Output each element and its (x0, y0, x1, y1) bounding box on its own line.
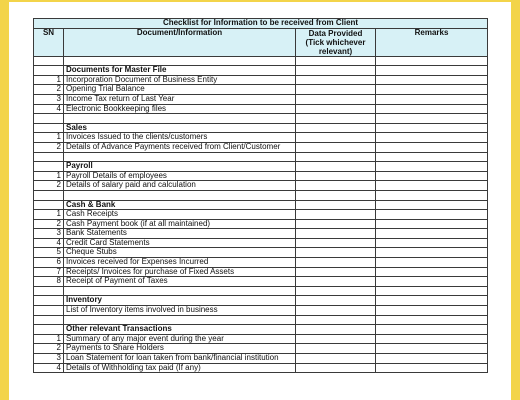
sn-cell: 2 (34, 181, 64, 191)
table-row (34, 277, 488, 287)
sn-cell: 5 (34, 248, 64, 258)
table-row (34, 258, 488, 268)
table-row (34, 181, 488, 191)
remarks-cell[interactable] (376, 267, 488, 277)
sn-cell: 2 (34, 85, 64, 95)
document-cell (64, 190, 296, 200)
sn-cell (34, 162, 64, 172)
document-cell (64, 152, 296, 162)
data-provided-cell[interactable] (296, 114, 376, 124)
blank-row (34, 315, 488, 325)
table-row (34, 210, 488, 220)
data-provided-cell[interactable] (296, 181, 376, 191)
section-heading: Documents for Master File (64, 66, 296, 76)
data-provided-cell[interactable] (296, 258, 376, 268)
sn-cell: 6 (34, 258, 64, 268)
document-cell: Payments to Share Holders (64, 344, 296, 354)
data-provided-cell[interactable] (296, 248, 376, 258)
remarks-cell[interactable] (376, 344, 488, 354)
table-row (34, 142, 488, 152)
document-cell: Details of Advance Payments received from Client/Customer (64, 142, 296, 152)
remarks-cell[interactable] (376, 75, 488, 85)
document-cell: Details of Withholding tax paid (If any) (64, 363, 296, 373)
table-row (34, 75, 488, 85)
data-provided-cell[interactable] (296, 267, 376, 277)
remarks-cell[interactable] (376, 133, 488, 143)
data-provided-cell[interactable] (296, 238, 376, 248)
blank-row (34, 114, 488, 124)
remarks-cell[interactable] (376, 181, 488, 191)
table-title: Checklist for Information to be received from Client (34, 19, 488, 29)
document-cell (64, 114, 296, 124)
section-heading: Sales (64, 123, 296, 133)
document-cell: List of Inventory items involved in business (64, 306, 296, 316)
data-provided-cell[interactable] (296, 85, 376, 95)
data-provided-cell[interactable] (296, 306, 376, 316)
sn-cell (34, 286, 64, 296)
section-heading: Other relevant Transactions (64, 325, 296, 335)
document-cell: Details of salary paid and calculation (64, 181, 296, 191)
document-cell: Incorporation Document of Business Entity (64, 75, 296, 85)
table-row (34, 267, 488, 277)
header-data-provided (296, 28, 376, 56)
section-row (34, 123, 488, 133)
remarks-cell[interactable] (376, 363, 488, 373)
remarks-cell[interactable] (376, 152, 488, 162)
header-data-provided-line-2: (Tick whichever (305, 37, 366, 47)
sn-cell: 2 (34, 219, 64, 229)
header-row (34, 28, 488, 56)
sn-cell: 3 (34, 94, 64, 104)
sn-cell: 2 (34, 344, 64, 354)
table-row (34, 354, 488, 364)
remarks-cell[interactable] (376, 85, 488, 95)
document-cell: Credit Card Statements (64, 238, 296, 248)
table-row (34, 363, 488, 373)
table-row (34, 344, 488, 354)
section-row (34, 162, 488, 172)
document-cell: Bank Statements (64, 229, 296, 239)
document-cell: Cash Receipts (64, 210, 296, 220)
data-provided-cell[interactable] (296, 56, 376, 66)
document-cell (64, 286, 296, 296)
document-cell: Electronic Bookkeeping files (64, 104, 296, 114)
data-provided-cell[interactable] (296, 190, 376, 200)
sn-cell: 4 (34, 363, 64, 373)
data-provided-cell[interactable] (296, 75, 376, 85)
data-provided-cell[interactable] (296, 296, 376, 306)
table-row (34, 229, 488, 239)
remarks-cell[interactable] (376, 219, 488, 229)
sn-cell (34, 152, 64, 162)
section-row (34, 296, 488, 306)
sn-cell: 3 (34, 354, 64, 364)
remarks-cell[interactable] (376, 142, 488, 152)
sn-cell: 7 (34, 267, 64, 277)
data-provided-cell[interactable] (296, 142, 376, 152)
table-row (34, 334, 488, 344)
data-provided-cell[interactable] (296, 363, 376, 373)
data-provided-cell[interactable] (296, 171, 376, 181)
section-row (34, 66, 488, 76)
table-row (34, 238, 488, 248)
section-heading: Inventory (64, 296, 296, 306)
data-provided-cell[interactable] (296, 162, 376, 172)
document-cell: Invoices received for Expenses Incurred (64, 258, 296, 268)
remarks-cell[interactable] (376, 354, 488, 364)
section-heading: Payroll (64, 162, 296, 172)
sn-cell (34, 325, 64, 335)
sn-cell: 3 (34, 229, 64, 239)
document-cell: Cheque Stubs (64, 248, 296, 258)
remarks-cell[interactable] (376, 258, 488, 268)
document-cell: Summary of any major event during the year (64, 334, 296, 344)
table-row (34, 171, 488, 181)
sn-cell: 4 (34, 104, 64, 114)
blank-row (34, 56, 488, 66)
data-provided-cell[interactable] (296, 334, 376, 344)
remarks-cell[interactable] (376, 200, 488, 210)
remarks-cell[interactable] (376, 248, 488, 258)
remarks-cell[interactable] (376, 114, 488, 124)
remarks-cell[interactable] (376, 286, 488, 296)
header-sn: SN (34, 28, 64, 56)
remarks-cell[interactable] (376, 66, 488, 76)
remarks-cell[interactable] (376, 56, 488, 66)
blank-row (34, 190, 488, 200)
data-provided-cell[interactable] (296, 277, 376, 287)
sn-cell (34, 123, 64, 133)
data-provided-cell[interactable] (296, 94, 376, 104)
table-row (34, 248, 488, 258)
data-provided-cell[interactable] (296, 133, 376, 143)
data-provided-cell[interactable] (296, 315, 376, 325)
sn-cell (34, 66, 64, 76)
remarks-cell[interactable] (376, 104, 488, 114)
header-remarks: Remarks (376, 28, 488, 56)
remarks-cell[interactable] (376, 171, 488, 181)
remarks-cell[interactable] (376, 315, 488, 325)
remarks-cell[interactable] (376, 190, 488, 200)
table-title-row (34, 19, 488, 29)
sn-cell (34, 114, 64, 124)
section-row (34, 325, 488, 335)
data-provided-cell[interactable] (296, 104, 376, 114)
sn-cell (34, 56, 64, 66)
sn-cell: 1 (34, 133, 64, 143)
sn-cell: 1 (34, 75, 64, 85)
remarks-cell[interactable] (376, 296, 488, 306)
remarks-cell[interactable] (376, 94, 488, 104)
blank-row (34, 152, 488, 162)
table-row (34, 85, 488, 95)
data-provided-cell[interactable] (296, 210, 376, 220)
sn-cell: 2 (34, 142, 64, 152)
remarks-cell[interactable] (376, 334, 488, 344)
checklist-table (33, 18, 488, 373)
table-row (34, 306, 488, 316)
data-provided-cell[interactable] (296, 325, 376, 335)
data-provided-cell[interactable] (296, 219, 376, 229)
section-heading: Cash & Bank (64, 200, 296, 210)
document-cell: Invoices Issued to the clients/customers (64, 133, 296, 143)
data-provided-cell[interactable] (296, 123, 376, 133)
sn-cell (34, 190, 64, 200)
sn-cell: 1 (34, 334, 64, 344)
document-cell: Income Tax return of Last Year (64, 94, 296, 104)
document-cell: Cash Payment book (if at all maintained) (64, 219, 296, 229)
data-provided-cell[interactable] (296, 66, 376, 76)
blank-row (34, 286, 488, 296)
sn-cell: 1 (34, 171, 64, 181)
data-provided-cell[interactable] (296, 286, 376, 296)
remarks-cell[interactable] (376, 229, 488, 239)
remarks-cell[interactable] (376, 277, 488, 287)
sn-cell (34, 296, 64, 306)
document-cell (64, 315, 296, 325)
document-cell (64, 56, 296, 66)
data-provided-cell[interactable] (296, 354, 376, 364)
document-cell: Payroll Details of employees (64, 171, 296, 181)
table-row (34, 104, 488, 114)
document-cell: Receipt of Payment of Taxes (64, 277, 296, 287)
sn-cell (34, 200, 64, 210)
sn-cell (34, 315, 64, 325)
remarks-cell[interactable] (376, 325, 488, 335)
remarks-cell[interactable] (376, 306, 488, 316)
document-cell: Opening Trial Balance (64, 85, 296, 95)
remarks-cell[interactable] (376, 238, 488, 248)
table-row (34, 94, 488, 104)
table-row (34, 219, 488, 229)
document-cell: Receipts/ Invoices for purchase of Fixed Assets (64, 267, 296, 277)
header-document: Document/Information (64, 28, 296, 56)
header-data-provided-line-3: relevant) (318, 46, 353, 56)
header-data-provided-line-1: Data Provided (308, 28, 363, 38)
sn-cell: 1 (34, 210, 64, 220)
section-row (34, 200, 488, 210)
remarks-cell[interactable] (376, 210, 488, 220)
table-row (34, 133, 488, 143)
remarks-cell[interactable] (376, 123, 488, 133)
remarks-cell[interactable] (376, 162, 488, 172)
data-provided-cell[interactable] (296, 200, 376, 210)
sn-cell (34, 306, 64, 316)
sn-cell: 4 (34, 238, 64, 248)
data-provided-cell[interactable] (296, 344, 376, 354)
document-cell: Loan Statement for loan taken from bank/financial institution (64, 354, 296, 364)
data-provided-cell[interactable] (296, 152, 376, 162)
data-provided-cell[interactable] (296, 229, 376, 239)
sn-cell: 8 (34, 277, 64, 287)
